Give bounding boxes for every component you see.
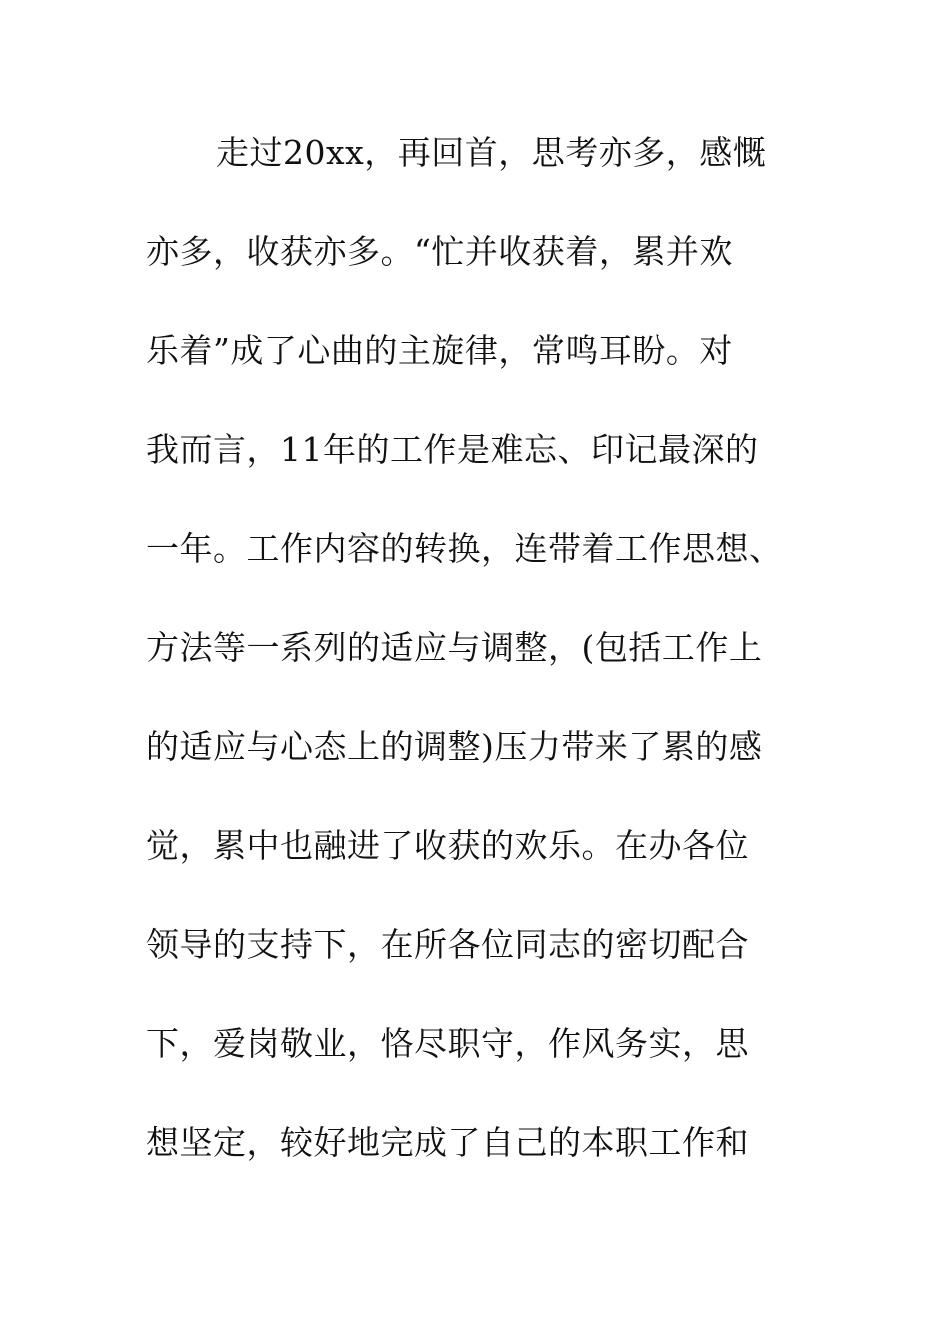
body-paragraph — [146, 124, 806, 1213]
text-line: 我而言，11年的工作是难忘、印记最深的 — [146, 430, 759, 469]
text-line: 一年。工作内容的转换，连带着工作思想、 — [146, 529, 783, 568]
text-line: 领导的支持下，在所各位同志的密切配合 — [146, 925, 749, 964]
text-line: 乐着”成了心曲的主旋律，常鸣耳盼。对 — [146, 331, 733, 370]
text-line: 的适应与心态上的调整)压力带来了累的感 — [146, 727, 763, 766]
text-line: 想坚定，较好地完成了自己的本职工作和 — [146, 1123, 749, 1162]
text-line: 下，爱岗敬业，恪尽职守，作风务实，思 — [146, 1024, 749, 1063]
text-line: 觉，累中也融进了收获的欢乐。在办各位 — [146, 826, 749, 865]
text-line: 方法等一系列的适应与调整，(包括工作上 — [146, 628, 763, 667]
text-line: 走过20xx，再回首，思考亦多，感慨 — [216, 133, 767, 172]
text-line: 亦多，收获亦多。“忙并收获着，累并欢 — [146, 232, 733, 271]
